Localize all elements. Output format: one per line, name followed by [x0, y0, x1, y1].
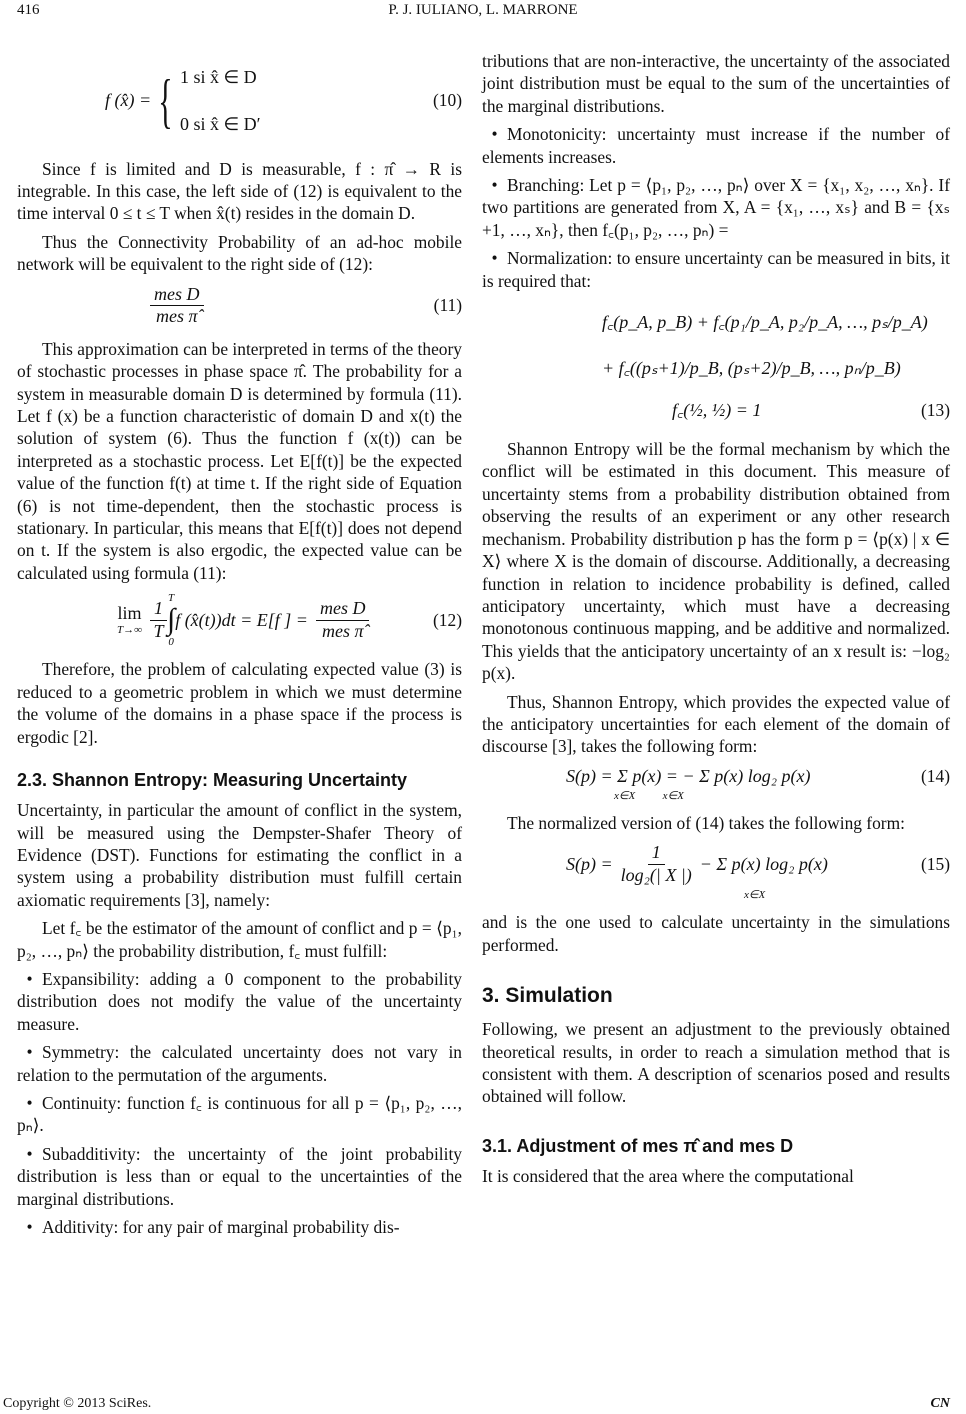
- eq11-denominator: mes π̂: [155, 306, 198, 327]
- bullet-item: [17, 1041, 462, 1086]
- bullet-icon: •: [26, 1217, 33, 1237]
- paragraph: Thus, Shannon Entropy, which provides the expected value of the anticipatory uncertainties for each element of the domain of discourse [3], takes the following form:: [482, 691, 950, 757]
- eq12-denominator: mes π̂: [321, 620, 364, 641]
- eq14-sub: x∈X x∈X: [614, 789, 684, 802]
- equation-10: [17, 54, 462, 148]
- eq12-lim-sub: T→∞: [117, 624, 142, 637]
- copyright: Copyright © 2013 SciRes.: [3, 1396, 152, 1411]
- bullet-item: [482, 174, 950, 241]
- brace-icon: {: [158, 67, 173, 134]
- eq12-frac-den: T: [153, 620, 164, 641]
- eq15-number: (15): [921, 853, 950, 874]
- eq12-int-top: T: [168, 592, 175, 605]
- bullet-icon: •: [26, 1092, 33, 1113]
- eq15-rhs: − Σ p(x) log₂ p(x): [699, 853, 828, 874]
- right-column: [482, 50, 950, 1193]
- bullet-item: [17, 1092, 462, 1137]
- equation-13-row: [482, 398, 950, 422]
- bullet-item: [17, 968, 462, 1035]
- left-column: [17, 50, 462, 1244]
- bullet-item: [17, 1216, 462, 1238]
- paragraph: Following, we present an adjustment to the previously obtained theoretical results, in order to reach a simulation method that is consistent with them. A description of scenarios posed and results obtained will follow.: [482, 1019, 950, 1107]
- paragraph: This approximation can be interpreted in terms of the theory of stochastic processes in phase space π̂. The probability for a system in measurable domain D is determined by formula (11). Let f (x) be a function characteristic of domain D and x(t) the solution of system (6). Thus the function f (x(t)) can be interpreted as a stochastic process. Let E[f(t)] be the expected value of the function f(t) at time t. If the right side of Equation (6) is not time-dependent, then the stochastic process is stationary. In particular, this means that E[f(t)] does not depend on t. If the system is also ergodic, the expected value can be calculated using formula (11):: [17, 338, 462, 583]
- page-number: 416: [17, 2, 40, 18]
- bullet-text: Normalization: to ensure uncertainty can be measured in bits, it is required that:: [482, 248, 950, 291]
- bullet-text: Subadditivity: the uncertainty of the joint probability distribution is less than or equal to the uncertainties of the marginal distributions.: [17, 1143, 462, 1209]
- paragraph: Therefore, the problem of calculating expected value (3) is reduced to a geometric problem in which we must determine the volume of the domains in a phase space if the process is ergodic [2].: [17, 659, 462, 747]
- equation-branching-line1: f꜀(p_A, p_B) + f꜀(p₁/p_A, p₂/p_A, …, pₛ/p_A): [602, 312, 928, 333]
- equation-branching-line1-row: [482, 310, 950, 334]
- section-heading: 3. Simulation: [482, 984, 613, 1008]
- paragraph: The normalized version of (14) takes the following form:: [507, 812, 905, 833]
- eq15-lhs: S(p) =: [566, 853, 613, 874]
- eq11-number: (11): [433, 295, 462, 316]
- eq12-frac-num: 1: [150, 598, 167, 621]
- eq12-int-bot: 0: [168, 636, 174, 649]
- equation-14: S(p) = Σ p(x) = − Σ p(x) log₂ p(x): [566, 765, 811, 786]
- eq12-numerator: mes D: [316, 598, 370, 621]
- eq15-sub: x∈X: [744, 889, 766, 902]
- bullet-icon: •: [26, 1143, 33, 1164]
- paragraph: and is the one used to calculate uncertainty in the simulations performed.: [482, 912, 950, 955]
- bullet-text: Additivity: for any pair of marginal probability dis-: [42, 1217, 400, 1237]
- equation-13: f꜀(½, ½) = 1: [672, 400, 762, 421]
- bullet-item: [482, 123, 950, 168]
- subsection-heading: 3.1. Adjustment of mes π̂ and mes D: [482, 1135, 794, 1156]
- bullet-icon: •: [26, 968, 33, 989]
- paragraph: tributions that are non-interactive, the uncertainty of the associated joint distribution must be equal to the sum of the uncertainties of the marginal distributions.: [482, 51, 950, 116]
- bullet-text: Branching: Let p = ⟨p₁, p₂, …, pₙ⟩ over X = {x₁, x₂, …, xₙ}. If two partitions are generated from X, A = {x₁, …, xₛ} and B = {xₛ +1, …, xₙ}, then f꜀(p₁, p₂, …, pₙ) =: [482, 175, 950, 240]
- eq10-case1: 1 si x̂ ∈ D: [179, 67, 257, 87]
- equation-branching-line2-row: [482, 356, 950, 380]
- paragraph: Uncertainty, in particular the amount of conflict in the system, will be measured using the Dempster-Shafer Theory of Evidence (DST). Functions for estimating the conflict in a system using a probability distribution must fulfill certain axiomatic requirements [3], namely:: [17, 800, 462, 910]
- eq12-lim: lim: [117, 603, 142, 624]
- running-header: P. J. IULIANO, L. MARRONE: [388, 2, 578, 18]
- equation-15: [482, 842, 950, 886]
- bullet-icon: •: [491, 124, 498, 145]
- paragraph: Let f꜀ be the estimator of the amount of conflict and p = ⟨p₁, p₂, …, pₙ⟩ the probability distribution, f꜀ must fulfill:: [17, 918, 462, 961]
- equation-branching-line2: + f꜀((pₛ+1)/p_B, (pₛ+2)/p_B, …, pₙ/p_B): [602, 358, 901, 379]
- eq14-number: (14): [921, 765, 950, 786]
- eq10-lhs: f (x̂) =: [105, 90, 152, 111]
- eq15-denominator: log₂(| X |): [620, 864, 692, 885]
- bullet-icon: •: [491, 175, 498, 196]
- bullet-item: [482, 247, 950, 292]
- eq11-numerator: mes D: [150, 284, 204, 307]
- eq10-case2: 0 si x̂ ∈ D′: [179, 113, 261, 134]
- bullet-text: Expansibility: adding a 0 component to the probability distribution does not modify the value of the uncertainty measure.: [17, 968, 462, 1034]
- eq12-body: f (x̂(t))dt = E[f ] =: [175, 609, 308, 630]
- section-heading: 2.3. Shannon Entropy: Measuring Uncertainty: [17, 770, 408, 791]
- paragraph: Thus the Connectivity Probability of an ad-hoc mobile network will be equivalent to the right side of (12):: [17, 231, 462, 275]
- bullet-icon: •: [491, 248, 498, 269]
- bullet-text: Symmetry: the calculated uncertainty does not vary in relation to the permutation of the arguments.: [17, 1042, 462, 1085]
- eq15-numerator: 1: [648, 842, 665, 865]
- bullet-text: Monotonicity: uncertainty must increase if the number of elements increases.: [482, 124, 950, 167]
- integral-icon: ∫: [166, 603, 176, 637]
- journal-abbrev: CN: [930, 1396, 950, 1411]
- eq10-number: (10): [433, 90, 462, 111]
- bullet-icon: •: [26, 1042, 33, 1063]
- bullet-item: [17, 1143, 462, 1210]
- paragraph: It is considered that the area where the computational: [482, 1165, 854, 1186]
- paragraph: Since f is limited and D is measurable, f : π̂ → R is integrable. In this case, the left side of (12) is equivalent to the time interval 0 ≤ t ≤ T when x̂(t) resides in the domain D.: [17, 158, 462, 224]
- paragraph: Shannon Entropy will be the formal mechanism by which the conflict will be estimated in this document. This measure of uncertainty stems from a probability distribution obtained from observing the results of an experiment or any other research mechanism. Probability distribution p has the form p = ⟨p(x) | x ∈ X⟩ where X is the domain of discourse. Additionally, a decreasing function in relation to incidence probability is defined, called anticipatory uncertainty, which must have a decreasing monotonous continuous mapping, and be additive and normalized. This yields that the anticipatory uncertainty of an x result is: −log₂ p(x).: [482, 439, 950, 684]
- equation-11: [17, 284, 462, 328]
- equation-12: [17, 592, 462, 648]
- eq12-number: (12): [433, 609, 462, 630]
- equation-14-row: [482, 766, 950, 787]
- bullet-text: Continuity: function f꜀ is continuous for all p = ⟨p₁, p₂, …, pₙ⟩.: [17, 1092, 462, 1136]
- eq13-number: (13): [921, 399, 950, 420]
